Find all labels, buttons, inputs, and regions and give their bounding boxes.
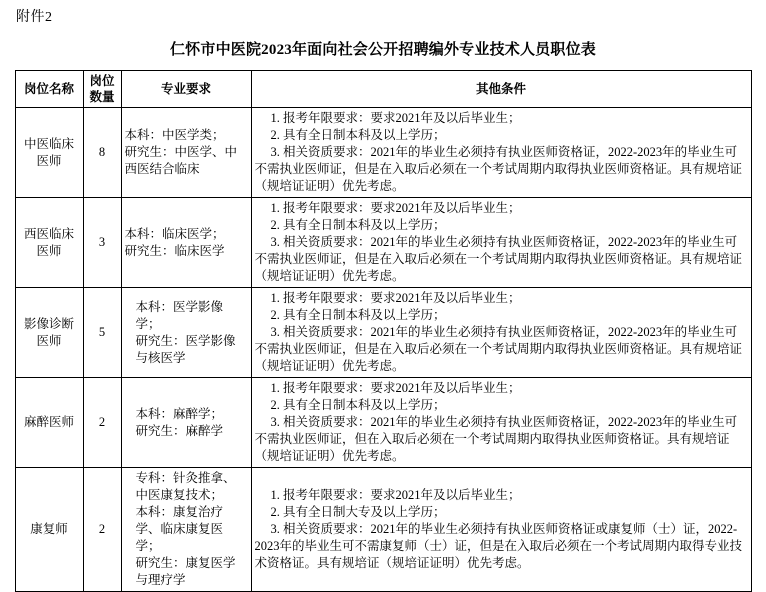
cell-position-count: 8 xyxy=(83,108,121,198)
column-header-position-name: 岗位名称 xyxy=(15,71,83,108)
cell-position-name: 西医临床医师 xyxy=(15,198,83,288)
column-header-major-requirement: 专业要求 xyxy=(121,71,251,108)
cell-position-count: 3 xyxy=(83,198,121,288)
table-row xyxy=(15,108,751,198)
table-header-row xyxy=(15,71,751,108)
job-position-table xyxy=(15,70,752,592)
cell-position-count: 2 xyxy=(83,378,121,468)
major-line: 研究生：康复医学与理疗学 xyxy=(135,556,236,587)
table-body xyxy=(15,108,751,592)
condition-line: 3. 相关资质要求：2021年的毕业生必须持有执业医师资格证，2022-2023年的毕业生可不需执业医师证，但是在入取后必须在一个考试周期内取得执业医师资格证。具有规培证（规培证证明）优先考虑。 xyxy=(254,235,743,283)
table-row xyxy=(15,288,751,378)
cell-position-name: 麻醉医师 xyxy=(15,378,83,468)
condition-line: 3. 相关资质要求：2021年的毕业生必须持有执业医师资格证或康复师（士）证，2022-2023年的毕业生可不需康复师（士）证，但是在入取后必须在一个考试周期内取得专业技术资格证。具有规培证（规培证证明）优先考虑。 xyxy=(254,522,743,570)
cell-position-count: 2 xyxy=(83,468,121,592)
cell-other-conditions xyxy=(251,288,751,378)
condition-line: 1. 报考年限要求：要求2021年及以后毕业生； xyxy=(270,201,521,215)
page-title: 仁怀市中医院2023年面向社会公开招聘编外专业技术人员职位表 xyxy=(169,42,596,58)
cell-other-conditions xyxy=(251,468,751,592)
cell-position-name: 影像诊断医师 xyxy=(15,288,83,378)
condition-line: 2. 具有全日制大专及以上学历； xyxy=(270,505,446,519)
table-row xyxy=(15,468,751,592)
major-line: 本科：医学影像学； xyxy=(135,299,224,331)
condition-line: 1. 报考年限要求：要求2021年及以后毕业生； xyxy=(270,111,521,125)
cell-major-requirement xyxy=(121,198,251,288)
major-line: 专科：针灸推拿、中医康复技术； xyxy=(135,471,236,502)
cell-major-requirement xyxy=(121,468,251,592)
major-line: 研究生：麻醉学 xyxy=(135,423,224,438)
condition-line: 3. 相关资质要求：2021年的毕业生必须持有执业医师资格证，2022-2023年的毕业生可不需执业医师证，但是在入取后必须在一个考试周期内取得执业医师资格证。具有规培证（规培证证明）优先考虑。 xyxy=(254,145,743,193)
cell-other-conditions xyxy=(251,108,751,198)
cell-position-name: 康复师 xyxy=(15,468,83,592)
condition-line: 2. 具有全日制本科及以上学历； xyxy=(270,128,446,142)
cell-major-requirement xyxy=(121,288,251,378)
condition-line: 2. 具有全日制本科及以上学历； xyxy=(270,218,446,232)
column-header-other-conditions: 其他条件 xyxy=(251,71,751,108)
cell-position-count: 5 xyxy=(83,288,121,378)
table-row xyxy=(15,378,751,468)
cell-other-conditions xyxy=(251,378,751,468)
condition-line: 2. 具有全日制本科及以上学历； xyxy=(270,308,446,322)
column-header-position-count: 岗位数量 xyxy=(83,71,121,108)
condition-line: 1. 报考年限要求：要求2021年及以后毕业生； xyxy=(270,291,521,305)
major-line: 研究生：中医学、中西医结合临床 xyxy=(124,145,238,176)
attachment-label: 附件2 xyxy=(16,10,53,25)
cell-major-requirement xyxy=(121,108,251,198)
major-line: 本科：麻醉学； xyxy=(135,406,224,421)
condition-line: 1. 报考年限要求：要求2021年及以后毕业生； xyxy=(270,381,521,395)
condition-line: 2. 具有全日制本科及以上学历； xyxy=(270,398,446,412)
major-line: 研究生：医学影像与核医学 xyxy=(135,333,236,365)
condition-line: 3. 相关资质要求：2021年的毕业生必须持有执业医师资格证，2022-2023年的毕业生可不需执业医师证，但是在入取后必须在一个考试周期内取得执业医师资格证。具有规培证（规培证证明）优先考虑。 xyxy=(254,325,743,373)
table-row xyxy=(15,198,751,288)
condition-line: 1. 报考年限要求：要求2021年及以后毕业生； xyxy=(270,488,521,502)
cell-other-conditions xyxy=(251,198,751,288)
cell-position-name: 中医临床医师 xyxy=(15,108,83,198)
major-line: 研究生：临床医学 xyxy=(124,243,225,258)
major-line: 本科：中医学类； xyxy=(124,128,225,142)
cell-major-requirement xyxy=(121,378,251,468)
major-line: 本科：临床医学； xyxy=(124,226,225,241)
major-line: 本科：康复治疗学、临床康复医学； xyxy=(135,505,224,553)
condition-line: 3. 相关资质要求：2021年的毕业生必须持有执业医师资格证，2022-2023年的毕业生可不需执业医师证，但在入取后必须在一个考试周期内取得执业医师资格证。具有规培证（规培证证明）优先考虑。 xyxy=(254,415,738,463)
